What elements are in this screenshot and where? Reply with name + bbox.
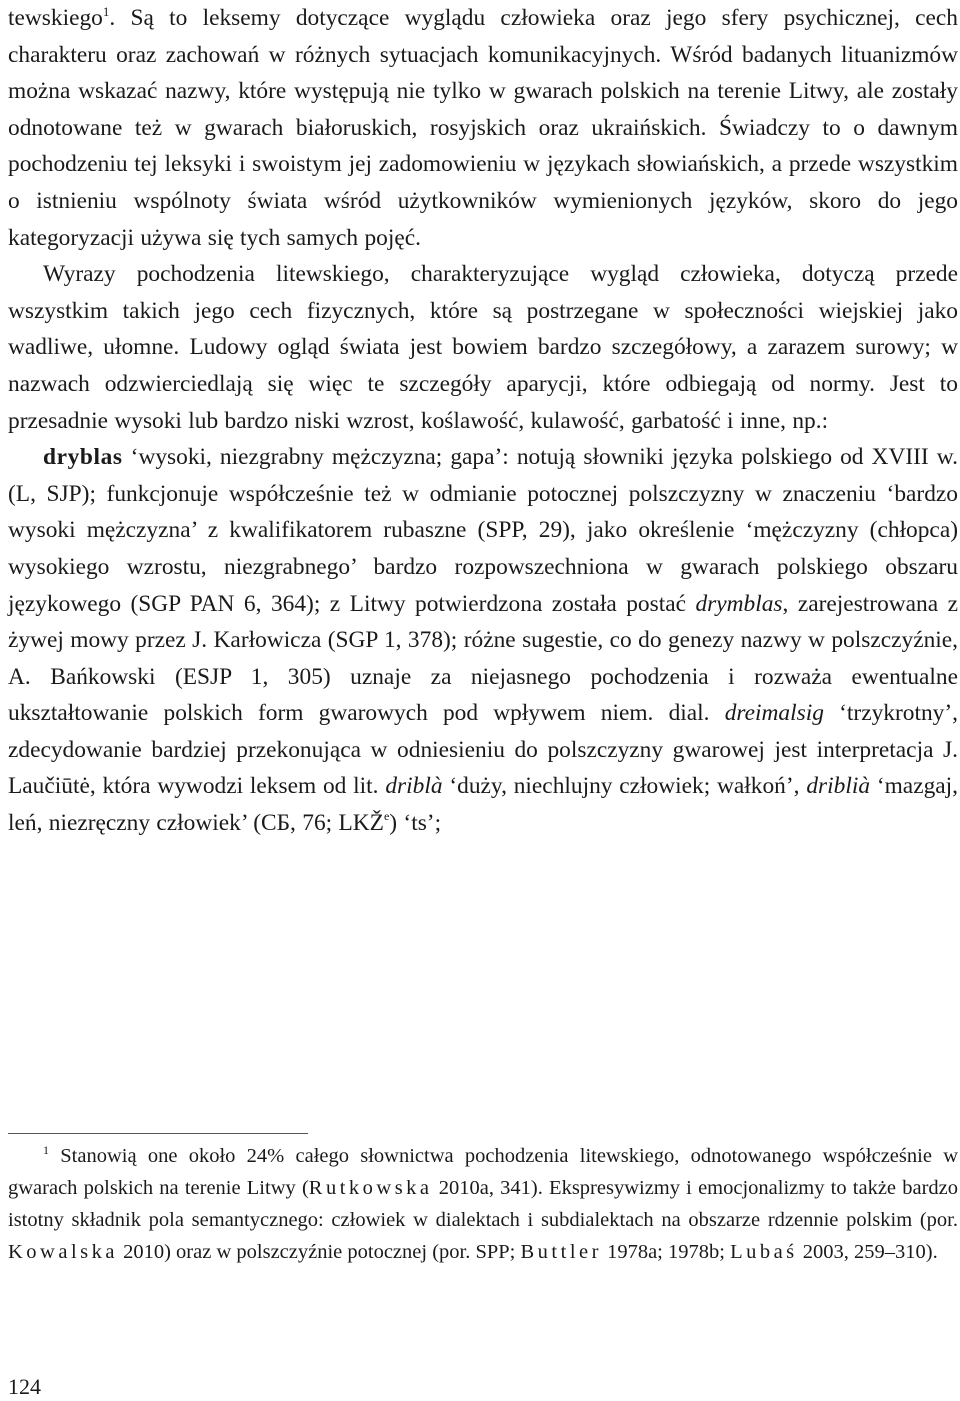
text-span: 2010a, 341). Ekspresywizmy i emocjonalizmy to także bardzo istotny składnik pola semantycznego: człowiek w dialektach i subdialektach na obszarze rdzennie polskim (por. bbox=[8, 1177, 958, 1231]
text-span: 1978a; 1978b; bbox=[601, 1241, 731, 1263]
author-name: Rutkowska bbox=[308, 1177, 433, 1199]
text-span: ‘trzykrotny’, zdecydowanie bardziej przekonująca w odniesieniu do polszczyzny gwarowej jest interpretacja J. Laučiūtė, która wywodzi leksem od lit. bbox=[8, 700, 958, 800]
document-page bbox=[8, 0, 958, 1401]
entry-headword: dryblas bbox=[43, 444, 123, 471]
superscript: e bbox=[383, 809, 390, 824]
text-span: ‘wysoki, niezgrabny mężczyzna; gapa’: notują słowniki języka polskiego od XVIII w. (L, SJP); funkcjonuje współcześnie też w odmianie potocznej polszczyzny w znaczeniu ‘bardzo wysoki mężczyzna’ z kwalifikatorem rubaszne (SPP, 29), jako określenie ‘mężczyzny (chłopca) wysokiego wzrostu, niezgrabnego’ bardzo rozpowszechniona w gwarach polskiego obszaru językowego (SGP PAN 6, 364); z Litwy potwierdzona została postać bbox=[8, 444, 958, 617]
text-span: ‘mazgaj, leń, niezręczny człowiek’ (СБ, 76; LKŽ bbox=[8, 773, 958, 837]
footnote-separator bbox=[8, 1133, 308, 1134]
footnote-reference[interactable]: 1 bbox=[102, 4, 110, 19]
paragraph-2: Wyrazy pochodzenia litewskiego, charakteryzujące wygląd człowieka, dotyczą przede wszystkim takich jego cech fizycznych, które są postrzegane w społeczności wiejskiej jako wadliwe, ułomne. Ludowy ogląd świata jest bowiem bardzo szczegółowy, a zarazem surowy; w nazwach odzwierciedlają się więc te szczegóły aparycji, które odbiegają od normy. Jest to przesadnie wysoki lub bardzo niski wzrost, koślawość, kulawość, garbatość i inne, np.: bbox=[8, 261, 958, 434]
text-span: ‘duży, niechlujny człowiek; wałkoń’, bbox=[442, 773, 807, 800]
author-name: Kowalska bbox=[8, 1241, 118, 1263]
footnote-number: 1 bbox=[43, 1143, 49, 1157]
text-span: . Są to leksemy dotyczące wyglądu człowieka oraz jego sfery psychicznej, cech charakteru oraz zachowań w różnych sytuacjach komunikacyjnych. Wśród badanych lituanizmów można wskazać nazwy, które występują nie tylko w gwarach polskich na terenie Litwy, ale zostały odnotowane też w gwarach białoruskich, rosyjskich oraz ukraińskich. Świadczy to o dawnym pochodzeniu tej leksyki i swoistym jej zadomowieniu w językach słowiańskich, a przede wszystkim o istnieniu wspólnoty świata wśród użytkowników wymienionych języków, skoro do jego kategoryzacji używa się tych samych pojęć. bbox=[8, 5, 958, 251]
italic-term: drymblas bbox=[695, 590, 783, 617]
text-span: tewskiego bbox=[8, 5, 103, 31]
paragraph-1 bbox=[8, 0, 958, 256]
author-name: Lubaś bbox=[730, 1241, 798, 1263]
footnote bbox=[8, 1140, 958, 1268]
page-number: 124 bbox=[8, 1374, 41, 1399]
dictionary-entry bbox=[8, 439, 958, 842]
main-text bbox=[8, 0, 958, 842]
text-span: ) ‘ts’; bbox=[389, 810, 442, 837]
text-span: 2010) oraz w polszczyźnie potocznej (por. SPP; bbox=[117, 1241, 521, 1263]
italic-term: driblà bbox=[385, 773, 443, 800]
footnote-text bbox=[8, 1140, 958, 1268]
author-name: Buttler bbox=[520, 1241, 602, 1263]
italic-term: dreimalsig bbox=[724, 700, 824, 727]
text-span: 2003, 259–310). bbox=[797, 1241, 938, 1263]
italic-term: driblià bbox=[806, 773, 871, 800]
text-span: Stanowią one około 24% całego słownictwa pochodzenia litewskiego, odnotowanego współcześnie w gwarach polskich na terenie Litwy ( bbox=[8, 1145, 958, 1199]
text-span: , zarejestrowana z żywej mowy przez J. Karłowicza (SGP 1, 378); różne sugestie, co do genezy nazwy w polszczyźnie, A. Bańkowski (ESJP 1, 305) uznaje za niejasnego pochodzenia i rozważa ewentualne ukształtowanie polskich form gwarowych pod wpływem niem. dial. bbox=[8, 590, 958, 727]
